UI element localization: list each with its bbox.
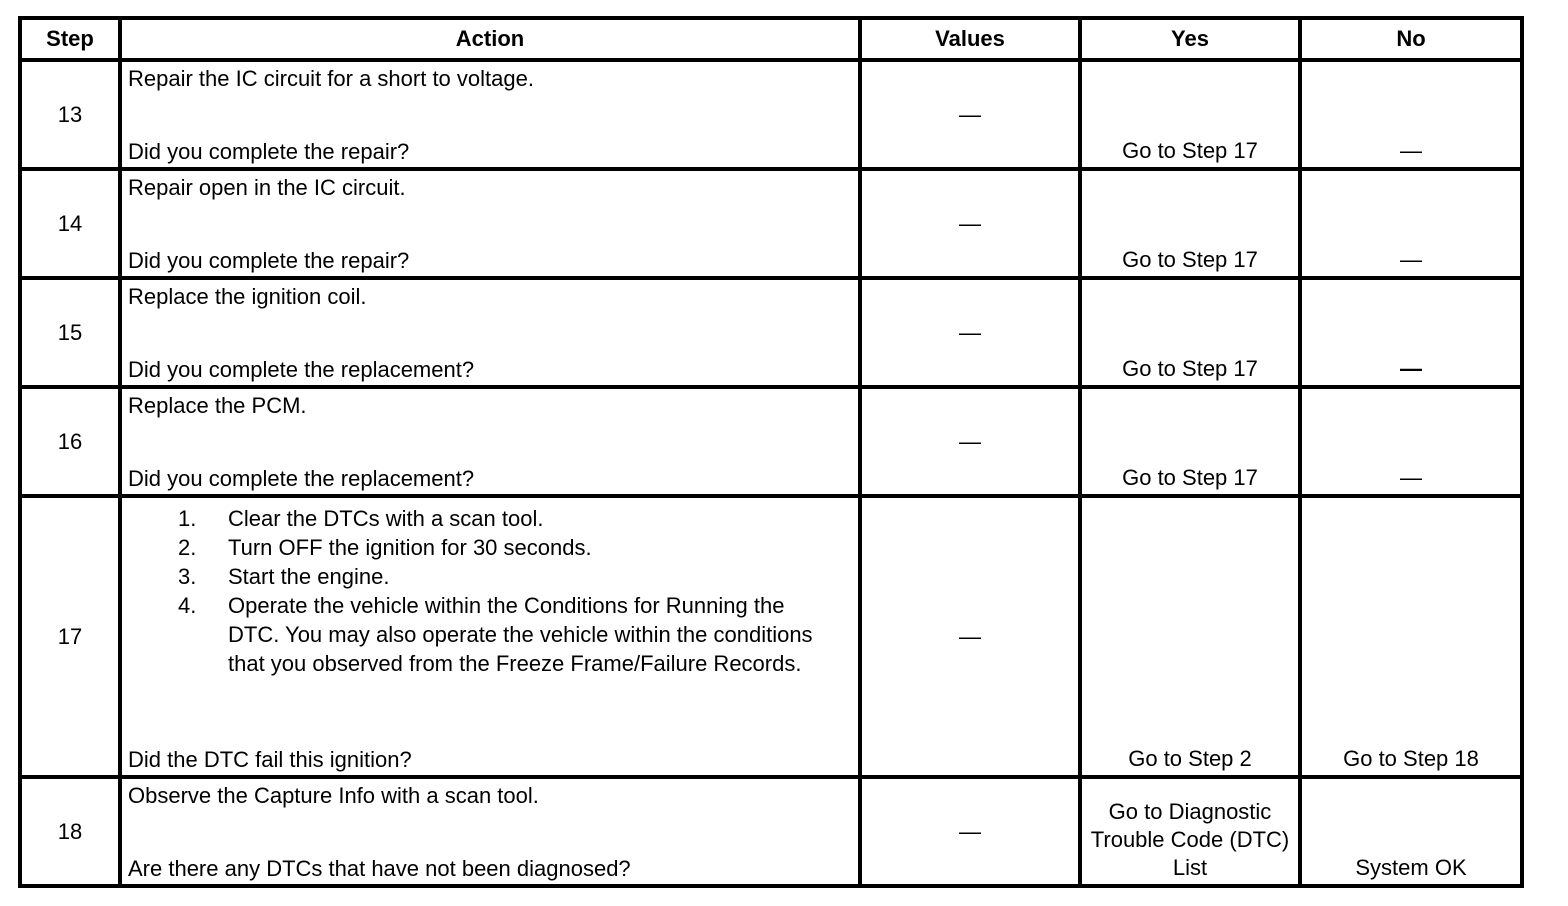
yes-answer: Go to Step 17	[1122, 247, 1258, 272]
table-row	[20, 496, 1522, 777]
yes-answer: Go to Step 2	[1128, 746, 1252, 771]
yes-cell	[1080, 278, 1300, 387]
action-step-list	[128, 504, 852, 678]
step-number: 15	[20, 278, 120, 387]
action-step-item: 3. Start the engine.	[178, 564, 390, 589]
header-action: Action	[120, 18, 860, 60]
yes-answer: Go to Step 17	[1122, 356, 1258, 381]
no-cell	[1300, 496, 1522, 777]
no-cell	[1300, 278, 1522, 387]
values-cell: —	[860, 496, 1080, 777]
no-cell	[1300, 777, 1522, 886]
table-row	[20, 60, 1522, 169]
action-cell	[120, 60, 860, 169]
header-step: Step	[20, 18, 120, 60]
yes-answer: Go to Step 17	[1122, 138, 1258, 163]
no-answer: —	[1400, 356, 1422, 381]
header-values: Values	[860, 18, 1080, 60]
yes-cell	[1080, 60, 1300, 169]
yes-cell	[1080, 777, 1300, 886]
header-row	[20, 18, 1522, 60]
action-step-item: 1. Clear the DTCs with a scan tool.	[178, 506, 544, 531]
no-cell	[1300, 169, 1522, 278]
action-question: Did you complete the repair?	[128, 248, 410, 273]
values-cell: —	[860, 387, 1080, 496]
step-number: 16	[20, 387, 120, 496]
action-text: Repair open in the IC circuit.	[128, 175, 406, 200]
no-answer: —	[1400, 465, 1422, 490]
header-yes: Yes	[1080, 18, 1300, 60]
no-answer: —	[1400, 247, 1422, 272]
action-question: Did the DTC fail this ignition?	[128, 747, 412, 772]
values-cell: —	[860, 777, 1080, 886]
action-cell	[120, 387, 860, 496]
action-question: Did you complete the replacement?	[128, 357, 475, 382]
yes-cell	[1080, 387, 1300, 496]
action-text: Replace the PCM.	[128, 393, 307, 418]
yes-answer: Go to Diagnostic Trouble Code (DTC) List	[1090, 799, 1290, 880]
table-row	[20, 777, 1522, 886]
action-cell	[120, 169, 860, 278]
step-number: 14	[20, 169, 120, 278]
action-cell	[120, 777, 860, 886]
action-text: Observe the Capture Info with a scan tool.	[128, 783, 539, 808]
action-question: Are there any DTCs that have not been diagnosed?	[128, 856, 631, 881]
table-row	[20, 387, 1522, 496]
table-row	[20, 278, 1522, 387]
values-cell: —	[860, 278, 1080, 387]
header-no: No	[1300, 18, 1522, 60]
table-row	[20, 169, 1522, 278]
yes-cell	[1080, 169, 1300, 278]
step-number: 13	[20, 60, 120, 169]
no-answer: Go to Step 18	[1343, 746, 1479, 771]
action-question: Did you complete the replacement?	[128, 466, 475, 491]
yes-answer: Go to Step 17	[1122, 465, 1258, 490]
values-cell: —	[860, 60, 1080, 169]
step-number: 18	[20, 777, 120, 886]
action-cell	[120, 496, 860, 777]
diagnostic-table	[18, 16, 1524, 888]
no-answer: System OK	[1355, 855, 1467, 880]
no-cell	[1300, 60, 1522, 169]
action-step-item: 4. Operate the vehicle within the Conditions for Running the DTC. You may also operate the vehicle within the conditions that you observed from the Freeze Frame/Failure Records.	[178, 593, 813, 676]
yes-cell	[1080, 496, 1300, 777]
action-cell	[120, 278, 860, 387]
action-text: Repair the IC circuit for a short to voltage.	[128, 66, 534, 91]
no-answer: —	[1400, 138, 1422, 163]
step-number: 17	[20, 496, 120, 777]
action-step-item: 2. Turn OFF the ignition for 30 seconds.	[178, 535, 592, 560]
action-text: Replace the ignition coil.	[128, 284, 367, 309]
no-cell	[1300, 387, 1522, 496]
action-question: Did you complete the repair?	[128, 139, 410, 164]
values-cell: —	[860, 169, 1080, 278]
